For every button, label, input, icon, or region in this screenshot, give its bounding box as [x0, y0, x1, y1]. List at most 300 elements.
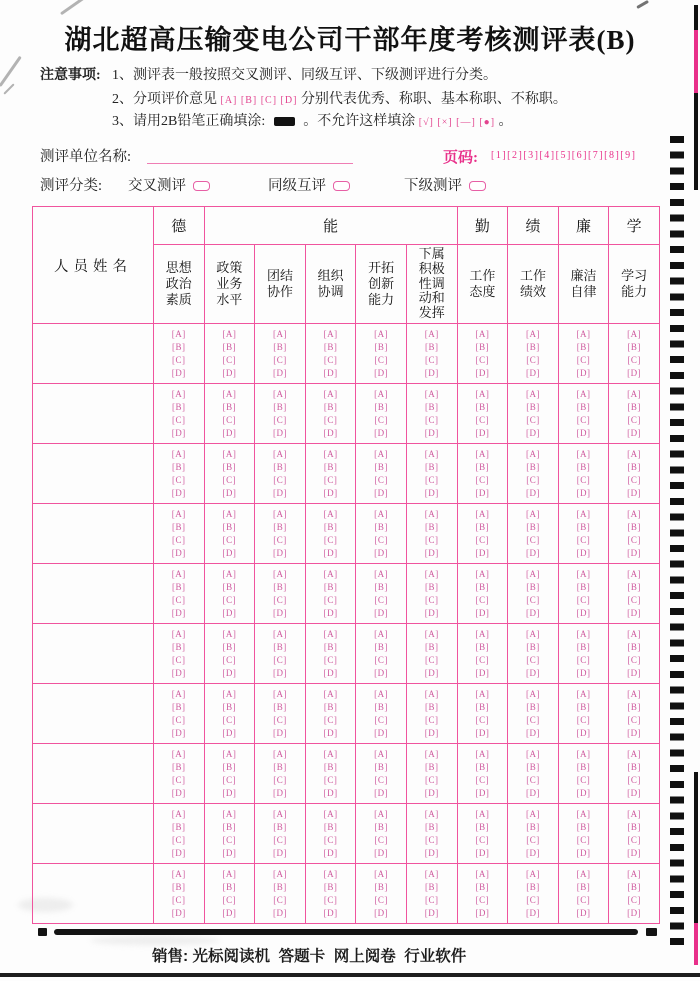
bubble-B[interactable]: [B] — [475, 881, 490, 892]
bubble-A[interactable]: [A] — [171, 688, 186, 699]
bubble-D[interactable]: [D] — [475, 907, 490, 918]
bubble-A[interactable]: [A] — [272, 388, 287, 399]
bubble-A[interactable]: [A] — [424, 628, 439, 639]
bubble-B[interactable]: [B] — [475, 521, 490, 532]
bubble-D[interactable]: [D] — [525, 367, 540, 378]
bubble-B[interactable]: [B] — [273, 821, 287, 832]
bubble-C[interactable]: [C] — [425, 894, 439, 905]
bubble-A[interactable]: [A] — [323, 628, 338, 639]
bubble-C[interactable]: [C] — [526, 534, 540, 545]
bubble-B[interactable]: [B] — [425, 821, 439, 832]
bubble-C[interactable]: [C] — [273, 534, 287, 545]
bubble-D[interactable]: [D] — [475, 427, 490, 438]
bubble-C[interactable]: [C] — [425, 714, 439, 725]
bubble-D[interactable]: [D] — [374, 487, 389, 498]
bubble-A[interactable]: [A] — [424, 748, 439, 759]
bubble-C[interactable]: [C] — [475, 534, 490, 545]
bubble-C[interactable]: [C] — [172, 534, 186, 545]
bubble-D[interactable]: [D] — [374, 547, 389, 558]
bubble-A[interactable]: [A] — [222, 808, 237, 819]
bubble-D[interactable]: [D] — [272, 367, 287, 378]
bubble-B[interactable]: [B] — [526, 641, 540, 652]
bubble-C[interactable]: [C] — [526, 414, 540, 425]
bubble-B[interactable]: [B] — [273, 701, 287, 712]
bubble-C[interactable]: [C] — [273, 774, 287, 785]
bubble-C[interactable]: [C] — [222, 834, 237, 845]
bubble-B[interactable]: [B] — [172, 701, 186, 712]
bubble-B[interactable]: [B] — [425, 761, 439, 772]
bubble-A[interactable]: [A] — [272, 748, 287, 759]
bubble-A[interactable]: [A] — [323, 508, 338, 519]
bubble-C[interactable]: [C] — [576, 594, 591, 605]
bubble-A[interactable]: [A] — [627, 808, 642, 819]
bubble-C[interactable]: [C] — [425, 594, 439, 605]
bubble-B[interactable]: [B] — [526, 881, 540, 892]
bubble-D[interactable]: [D] — [222, 367, 237, 378]
bubble-D[interactable]: [D] — [171, 787, 186, 798]
bubble-C[interactable]: [C] — [526, 834, 540, 845]
bubble-C[interactable]: [C] — [576, 354, 591, 365]
bubble-B[interactable]: [B] — [374, 341, 388, 352]
bubble-C[interactable]: [C] — [374, 594, 388, 605]
bubble-D[interactable]: [D] — [323, 487, 338, 498]
bubble-B[interactable]: [B] — [222, 761, 237, 772]
bubble-C[interactable]: [C] — [323, 774, 338, 785]
bubble-D[interactable]: [D] — [576, 787, 591, 798]
bubble-A[interactable]: [A] — [627, 748, 642, 759]
bubble-D[interactable]: [D] — [272, 487, 287, 498]
bubble-D[interactable]: [D] — [576, 487, 591, 498]
bubble-C[interactable]: [C] — [273, 834, 287, 845]
bubble-A[interactable]: [A] — [222, 688, 237, 699]
bubble-D[interactable]: [D] — [475, 367, 490, 378]
bubble-A[interactable]: [A] — [272, 448, 287, 459]
bubble-D[interactable]: [D] — [475, 847, 490, 858]
bubble-B[interactable]: [B] — [475, 701, 490, 712]
bubble-A[interactable]: [A] — [323, 868, 338, 879]
bubble-D[interactable]: [D] — [374, 367, 389, 378]
bubble-D[interactable]: [D] — [475, 607, 490, 618]
bubble-B[interactable]: [B] — [172, 881, 186, 892]
bubble-A[interactable]: [A] — [424, 808, 439, 819]
bubble-D[interactable]: [D] — [222, 907, 237, 918]
bubble-D[interactable]: [D] — [475, 547, 490, 558]
bubble-C[interactable]: [C] — [222, 714, 237, 725]
bubble-A[interactable]: [A] — [424, 448, 439, 459]
bubble-B[interactable]: [B] — [627, 821, 641, 832]
bubble-C[interactable]: [C] — [526, 354, 540, 365]
bubble-B[interactable]: [B] — [425, 881, 439, 892]
bubble-D[interactable]: [D] — [627, 547, 642, 558]
bubble-C[interactable]: [C] — [576, 714, 591, 725]
bubble-A[interactable]: [A] — [272, 868, 287, 879]
bubble-A[interactable]: [A] — [424, 568, 439, 579]
unit-name-field[interactable] — [147, 163, 353, 164]
bubble-D[interactable]: [D] — [525, 487, 540, 498]
bubble-C[interactable]: [C] — [222, 654, 237, 665]
bubble-B[interactable]: [B] — [526, 761, 540, 772]
bubble-B[interactable]: [B] — [374, 401, 388, 412]
bubble-B[interactable]: [B] — [526, 401, 540, 412]
bubble-B[interactable]: [B] — [475, 401, 490, 412]
bubble-D[interactable]: [D] — [374, 787, 389, 798]
bubble-B[interactable]: [B] — [273, 881, 287, 892]
bubble-D[interactable]: [D] — [576, 427, 591, 438]
bubble-D[interactable]: [D] — [525, 847, 540, 858]
bubble-D[interactable]: [D] — [171, 667, 186, 678]
bubble-C[interactable]: [C] — [172, 594, 186, 605]
bubble-D[interactable]: [D] — [222, 547, 237, 558]
bubble-D[interactable]: [D] — [323, 667, 338, 678]
bubble-C[interactable]: [C] — [526, 594, 540, 605]
bubble-D[interactable]: [D] — [323, 547, 338, 558]
bubble-C[interactable]: [C] — [425, 414, 439, 425]
bubble-A[interactable]: [A] — [323, 448, 338, 459]
bubble-C[interactable]: [C] — [425, 534, 439, 545]
bubble-A[interactable]: [A] — [475, 748, 490, 759]
bubble-A[interactable]: [A] — [627, 688, 642, 699]
bubble-A[interactable]: [A] — [374, 388, 389, 399]
bubble-D[interactable]: [D] — [323, 727, 338, 738]
bubble-A[interactable]: [A] — [627, 328, 642, 339]
bubble-C[interactable]: [C] — [576, 474, 591, 485]
bubble-B[interactable]: [B] — [273, 401, 287, 412]
bubble-A[interactable]: [A] — [171, 328, 186, 339]
bubble-C[interactable]: [C] — [172, 894, 186, 905]
bubble-C[interactable]: [C] — [374, 714, 388, 725]
bubble-A[interactable]: [A] — [576, 448, 591, 459]
bubble-A[interactable]: [A] — [272, 628, 287, 639]
bubble-D[interactable]: [D] — [272, 727, 287, 738]
bubble-A[interactable]: [A] — [475, 808, 490, 819]
bubble-A[interactable]: [A] — [222, 628, 237, 639]
bubble-D[interactable]: [D] — [576, 667, 591, 678]
bubble-D[interactable]: [D] — [475, 727, 490, 738]
bubble-C[interactable]: [C] — [323, 714, 338, 725]
bubble-B[interactable]: [B] — [425, 341, 439, 352]
bubble-B[interactable]: [B] — [627, 521, 641, 532]
bubble-C[interactable]: [C] — [222, 474, 237, 485]
name-write-in-cell[interactable] — [33, 504, 154, 564]
name-write-in-cell[interactable] — [33, 384, 154, 444]
bubble-B[interactable]: [B] — [576, 701, 591, 712]
bubble-C[interactable]: [C] — [172, 474, 186, 485]
bubble-C[interactable]: [C] — [172, 714, 186, 725]
bubble-A[interactable]: [A] — [222, 868, 237, 879]
bubble-C[interactable]: [C] — [273, 594, 287, 605]
bubble-B[interactable]: [B] — [323, 521, 338, 532]
bubble-A[interactable]: [A] — [525, 808, 540, 819]
bubble-A[interactable]: [A] — [374, 448, 389, 459]
bubble-D[interactable]: [D] — [576, 547, 591, 558]
bubble-B[interactable]: [B] — [576, 341, 591, 352]
bubble-B[interactable]: [B] — [222, 581, 237, 592]
bubble-C[interactable]: [C] — [222, 354, 237, 365]
category-subordinate-eval-checkbox[interactable] — [469, 181, 486, 191]
bubble-C[interactable]: [C] — [222, 894, 237, 905]
bubble-B[interactable]: [B] — [475, 461, 490, 472]
bubble-A[interactable]: [A] — [424, 688, 439, 699]
bubble-A[interactable]: [A] — [525, 628, 540, 639]
bubble-D[interactable]: [D] — [272, 667, 287, 678]
bubble-D[interactable]: [D] — [576, 367, 591, 378]
bubble-D[interactable]: [D] — [222, 607, 237, 618]
bubble-A[interactable]: [A] — [525, 748, 540, 759]
bubble-B[interactable]: [B] — [323, 461, 338, 472]
bubble-B[interactable]: [B] — [425, 461, 439, 472]
bubble-A[interactable]: [A] — [475, 328, 490, 339]
bubble-B[interactable]: [B] — [323, 821, 338, 832]
bubble-D[interactable]: [D] — [222, 847, 237, 858]
bubble-A[interactable]: [A] — [374, 868, 389, 879]
bubble-C[interactable]: [C] — [172, 834, 186, 845]
bubble-C[interactable]: [C] — [323, 894, 338, 905]
bubble-A[interactable]: [A] — [323, 688, 338, 699]
bubble-B[interactable]: [B] — [323, 641, 338, 652]
bubble-A[interactable]: [A] — [627, 568, 642, 579]
bubble-B[interactable]: [B] — [273, 521, 287, 532]
bubble-A[interactable]: [A] — [627, 388, 642, 399]
bubble-D[interactable]: [D] — [627, 847, 642, 858]
bubble-B[interactable]: [B] — [222, 461, 237, 472]
bubble-D[interactable]: [D] — [171, 847, 186, 858]
bubble-D[interactable]: [D] — [525, 787, 540, 798]
bubble-D[interactable]: [D] — [171, 907, 186, 918]
bubble-C[interactable]: [C] — [374, 774, 388, 785]
bubble-C[interactable]: [C] — [172, 774, 186, 785]
bubble-A[interactable]: [A] — [525, 388, 540, 399]
bubble-C[interactable]: [C] — [425, 654, 439, 665]
bubble-D[interactable]: [D] — [171, 607, 186, 618]
bubble-B[interactable]: [B] — [323, 401, 338, 412]
bubble-D[interactable]: [D] — [272, 547, 287, 558]
bubble-D[interactable]: [D] — [171, 727, 186, 738]
bubble-C[interactable]: [C] — [323, 834, 338, 845]
bubble-A[interactable]: [A] — [475, 448, 490, 459]
bubble-B[interactable]: [B] — [425, 521, 439, 532]
bubble-D[interactable]: [D] — [576, 847, 591, 858]
bubble-D[interactable]: [D] — [576, 607, 591, 618]
bubble-D[interactable]: [D] — [171, 427, 186, 438]
bubble-B[interactable]: [B] — [475, 641, 490, 652]
bubble-B[interactable]: [B] — [627, 641, 641, 652]
name-write-in-cell[interactable] — [33, 744, 154, 804]
bubble-B[interactable]: [B] — [576, 521, 591, 532]
bubble-D[interactable]: [D] — [627, 367, 642, 378]
bubble-A[interactable]: [A] — [576, 328, 591, 339]
bubble-A[interactable]: [A] — [171, 748, 186, 759]
bubble-A[interactable]: [A] — [171, 868, 186, 879]
bubble-B[interactable]: [B] — [273, 581, 287, 592]
bubble-B[interactable]: [B] — [172, 641, 186, 652]
bubble-D[interactable]: [D] — [272, 847, 287, 858]
bubble-C[interactable]: [C] — [627, 714, 641, 725]
bubble-B[interactable]: [B] — [374, 761, 388, 772]
bubble-D[interactable]: [D] — [323, 367, 338, 378]
bubble-D[interactable]: [D] — [627, 607, 642, 618]
bubble-D[interactable]: [D] — [627, 727, 642, 738]
bubble-B[interactable]: [B] — [526, 701, 540, 712]
bubble-C[interactable]: [C] — [576, 774, 591, 785]
bubble-D[interactable]: [D] — [576, 907, 591, 918]
bubble-C[interactable]: [C] — [323, 474, 338, 485]
name-write-in-cell[interactable] — [33, 624, 154, 684]
bubble-A[interactable]: [A] — [424, 868, 439, 879]
bubble-C[interactable]: [C] — [475, 714, 490, 725]
bubble-B[interactable]: [B] — [475, 341, 490, 352]
bubble-B[interactable]: [B] — [425, 641, 439, 652]
bubble-B[interactable]: [B] — [323, 701, 338, 712]
bubble-A[interactable]: [A] — [576, 808, 591, 819]
bubble-B[interactable]: [B] — [222, 821, 237, 832]
bubble-B[interactable]: [B] — [222, 701, 237, 712]
bubble-A[interactable]: [A] — [576, 868, 591, 879]
bubble-C[interactable]: [C] — [475, 774, 490, 785]
bubble-C[interactable]: [C] — [273, 654, 287, 665]
bubble-A[interactable]: [A] — [171, 568, 186, 579]
bubble-B[interactable]: [B] — [627, 701, 641, 712]
bubble-A[interactable]: [A] — [171, 808, 186, 819]
bubble-C[interactable]: [C] — [323, 594, 338, 605]
bubble-B[interactable]: [B] — [273, 341, 287, 352]
bubble-A[interactable]: [A] — [272, 508, 287, 519]
bubble-B[interactable]: [B] — [273, 461, 287, 472]
category-cross-eval-checkbox[interactable] — [193, 181, 210, 191]
bubble-A[interactable]: [A] — [576, 628, 591, 639]
bubble-B[interactable]: [B] — [374, 581, 388, 592]
bubble-D[interactable]: [D] — [323, 847, 338, 858]
bubble-D[interactable]: [D] — [424, 847, 439, 858]
bubble-A[interactable]: [A] — [272, 808, 287, 819]
bubble-B[interactable]: [B] — [526, 581, 540, 592]
bubble-B[interactable]: [B] — [222, 341, 237, 352]
bubble-D[interactable]: [D] — [171, 547, 186, 558]
bubble-C[interactable]: [C] — [222, 414, 237, 425]
bubble-B[interactable]: [B] — [323, 881, 338, 892]
bubble-B[interactable]: [B] — [374, 521, 388, 532]
bubble-C[interactable]: [C] — [323, 354, 338, 365]
name-write-in-cell[interactable] — [33, 324, 154, 384]
bubble-B[interactable]: [B] — [172, 461, 186, 472]
bubble-B[interactable]: [B] — [323, 761, 338, 772]
bubble-A[interactable]: [A] — [374, 688, 389, 699]
bubble-A[interactable]: [A] — [525, 328, 540, 339]
bubble-B[interactable]: [B] — [576, 821, 591, 832]
bubble-A[interactable]: [A] — [627, 868, 642, 879]
bubble-D[interactable]: [D] — [374, 727, 389, 738]
name-write-in-cell[interactable] — [33, 564, 154, 624]
bubble-C[interactable]: [C] — [475, 594, 490, 605]
bubble-B[interactable]: [B] — [475, 821, 490, 832]
bubble-D[interactable]: [D] — [475, 487, 490, 498]
bubble-B[interactable]: [B] — [172, 521, 186, 532]
bubble-B[interactable]: [B] — [526, 341, 540, 352]
bubble-C[interactable]: [C] — [374, 474, 388, 485]
bubble-D[interactable]: [D] — [424, 787, 439, 798]
bubble-C[interactable]: [C] — [627, 834, 641, 845]
bubble-A[interactable]: [A] — [171, 508, 186, 519]
bubble-A[interactable]: [A] — [374, 628, 389, 639]
bubble-C[interactable]: [C] — [425, 834, 439, 845]
bubble-D[interactable]: [D] — [424, 907, 439, 918]
bubble-B[interactable]: [B] — [526, 521, 540, 532]
bubble-B[interactable]: [B] — [627, 581, 641, 592]
bubble-A[interactable]: [A] — [576, 568, 591, 579]
bubble-D[interactable]: [D] — [222, 487, 237, 498]
bubble-D[interactable]: [D] — [525, 607, 540, 618]
bubble-A[interactable]: [A] — [222, 748, 237, 759]
bubble-A[interactable]: [A] — [323, 748, 338, 759]
bubble-A[interactable]: [A] — [475, 868, 490, 879]
bubble-A[interactable]: [A] — [525, 508, 540, 519]
bubble-A[interactable]: [A] — [323, 328, 338, 339]
bubble-D[interactable]: [D] — [525, 667, 540, 678]
bubble-A[interactable]: [A] — [475, 388, 490, 399]
name-write-in-cell[interactable] — [33, 684, 154, 744]
bubble-C[interactable]: [C] — [374, 534, 388, 545]
bubble-C[interactable]: [C] — [374, 414, 388, 425]
bubble-D[interactable]: [D] — [323, 607, 338, 618]
bubble-C[interactable]: [C] — [273, 474, 287, 485]
bubble-B[interactable]: [B] — [526, 461, 540, 472]
bubble-A[interactable]: [A] — [222, 448, 237, 459]
bubble-C[interactable]: [C] — [374, 894, 388, 905]
bubble-C[interactable]: [C] — [374, 354, 388, 365]
bubble-D[interactable]: [D] — [171, 367, 186, 378]
bubble-A[interactable]: [A] — [475, 628, 490, 639]
bubble-D[interactable]: [D] — [424, 427, 439, 438]
bubble-B[interactable]: [B] — [576, 881, 591, 892]
bubble-D[interactable]: [D] — [272, 427, 287, 438]
bubble-B[interactable]: [B] — [374, 641, 388, 652]
bubble-C[interactable]: [C] — [475, 414, 490, 425]
bubble-A[interactable]: [A] — [525, 568, 540, 579]
bubble-B[interactable]: [B] — [172, 401, 186, 412]
bubble-C[interactable]: [C] — [425, 354, 439, 365]
bubble-B[interactable]: [B] — [273, 761, 287, 772]
bubble-B[interactable]: [B] — [627, 461, 641, 472]
bubble-C[interactable]: [C] — [576, 414, 591, 425]
bubble-C[interactable]: [C] — [425, 474, 439, 485]
bubble-D[interactable]: [D] — [424, 727, 439, 738]
bubble-B[interactable]: [B] — [425, 581, 439, 592]
bubble-C[interactable]: [C] — [576, 534, 591, 545]
page-number-bubbles[interactable]: [1][2][3][4][5][6][7][8][9] — [491, 150, 637, 161]
bubble-A[interactable]: [A] — [475, 688, 490, 699]
bubble-B[interactable]: [B] — [172, 581, 186, 592]
bubble-B[interactable]: [B] — [323, 341, 338, 352]
bubble-C[interactable]: [C] — [627, 594, 641, 605]
bubble-A[interactable]: [A] — [323, 568, 338, 579]
bubble-A[interactable]: [A] — [323, 388, 338, 399]
bubble-C[interactable]: [C] — [273, 414, 287, 425]
bubble-C[interactable]: [C] — [627, 474, 641, 485]
bubble-A[interactable]: [A] — [475, 508, 490, 519]
name-write-in-cell[interactable] — [33, 804, 154, 864]
bubble-A[interactable]: [A] — [272, 328, 287, 339]
bubble-A[interactable]: [A] — [576, 748, 591, 759]
bubble-C[interactable]: [C] — [374, 654, 388, 665]
bubble-D[interactable]: [D] — [627, 787, 642, 798]
bubble-A[interactable]: [A] — [424, 388, 439, 399]
bubble-A[interactable]: [A] — [171, 628, 186, 639]
bubble-B[interactable]: [B] — [172, 761, 186, 772]
bubble-C[interactable]: [C] — [576, 654, 591, 665]
bubble-B[interactable]: [B] — [374, 461, 388, 472]
bubble-D[interactable]: [D] — [424, 667, 439, 678]
bubble-B[interactable]: [B] — [576, 401, 591, 412]
bubble-B[interactable]: [B] — [576, 761, 591, 772]
